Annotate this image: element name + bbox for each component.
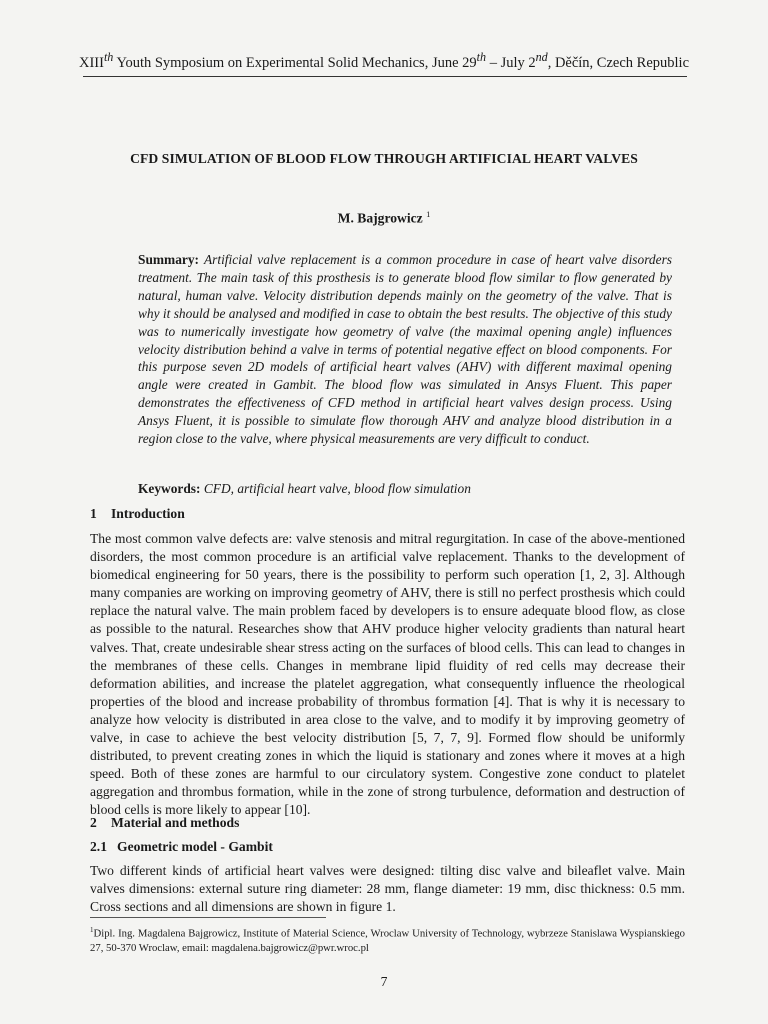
keywords-block bbox=[138, 481, 672, 497]
section-heading-introduction: 1 Introduction bbox=[90, 506, 185, 521]
keywords-text: CFD, artificial heart valve, blood flow simulation bbox=[203, 481, 471, 496]
author-name: M. Bajgrowicz bbox=[337, 210, 423, 226]
subsection-heading-geometric-model: 2.1 Geometric model - Gambit bbox=[90, 839, 273, 854]
summary-label: Summary: bbox=[138, 252, 199, 267]
footnote-rule bbox=[90, 917, 326, 918]
page-number: 7 bbox=[380, 974, 388, 989]
footnote-text: Dipl. Ing. Magdalena Bajgrowicz, Institute of Material Science, Wroclaw University of Technology, wybrzeze Stanislawa Wyspianskiego 27, 50-370 Wroclaw, email: magdalena.bajgrowicz@pwr.wroc.pl bbox=[90, 927, 685, 954]
running-header: XIIIth Youth Symposium on Experimental Solid Mechanics, June 29th – July 2nd, Děčín, Czech Republic bbox=[78, 50, 690, 71]
introduction-paragraph: The most common valve defects are: valve stenosis and mitral regurgitation. In case of the above-mentioned disorders, the most common procedure is an artificial valve replacement. Thanks to the development of biomedical engineering for 50 years, there is the possibility to perform such operation [1, 2, 3]. Although many companies are working on improving geometry of AHV, there is still no perfect prosthesis which could replace the natural valve. The main problem faced by developers is to ensure adequate blood flow, as close as possible to the natural. Researches show that AHV produce higher velocity gradients than natural heart valves. That, create undesirable shear stress acting on the surfaces of blood cells. This can lead to changes in the membranes of these cells. Changes in membrane lipid fluidity of red cells may decrease their deformation abilities, and increase the platelet aggregation, what consequently influence the rheological properties of the blood and increase probability of thrombus formation [4]. That is why it is necessary to analyze how velocity is distributed in area close to the valve, and to modify it by improving geometry of valve, in case to achieve the best velocity distribution [5, 7, 7, 9]. Formed flow should be uniformly distributed, to prevent creating zones in which the liquid is stationary and zones where it moves at a high speed. Both of these zones are harmful to our circulatory system. Congestive zone conduct to platelet aggregation and thrombus formation, while in the zone of strong turbulence, deformation and destruction of blood cells is more likely to appear [10]. bbox=[90, 531, 685, 818]
keywords-label: Keywords: bbox=[138, 481, 201, 496]
section-heading-material-methods: 2 Material and methods bbox=[90, 815, 240, 830]
author-footnote-mark: 1 bbox=[426, 209, 431, 219]
geometric-model-paragraph: Two different kinds of artificial heart valves were designed: tilting disc valve and bileaflet valve. Main valves dimensions: external suture ring diameter: 28 mm, flange diameter: 19 mm, disc thickness: 0.5 mm. Cross sections and all dimensions are shown in figure 1. bbox=[90, 863, 685, 915]
summary-text: Artificial valve replacement is a common procedure in case of heart valve disorders treatment. The main task of this prosthesis is to generate blood flow similar to flow generated by natural, human valve. Velocity distribution depends mainly on the geometry of the valve. That is why it should be analysed and modified in case to obtain the best results. The objective of this study was to numerically investigate how geometry of valve (the maximal opening angle) influences velocity distribution behind a valve in terms of potential negative effect on blood components. For this purpose seven 2D models of artificial heart valves (AHV) with different maximal opening angle were created in Gambit. The blood flow was simulated in Ansys Fluent. This paper demonstrates the effectiveness of CFD method in artificial heart valves design process. Using Ansys Fluent, it is possible to simulate flow thorough AHV and analyze blood distribution in a region close to the valve, where physical measurements are very difficult to conduct. bbox=[138, 252, 672, 447]
footnote-mark: 1 bbox=[90, 926, 94, 934]
paper-title: CFD SIMULATION OF BLOOD FLOW THROUGH ARTIFICIAL HEART VALVES bbox=[130, 151, 638, 166]
footnote bbox=[90, 923, 685, 955]
author-line bbox=[0, 209, 768, 227]
header-rule bbox=[83, 76, 687, 77]
summary-block bbox=[138, 251, 672, 448]
